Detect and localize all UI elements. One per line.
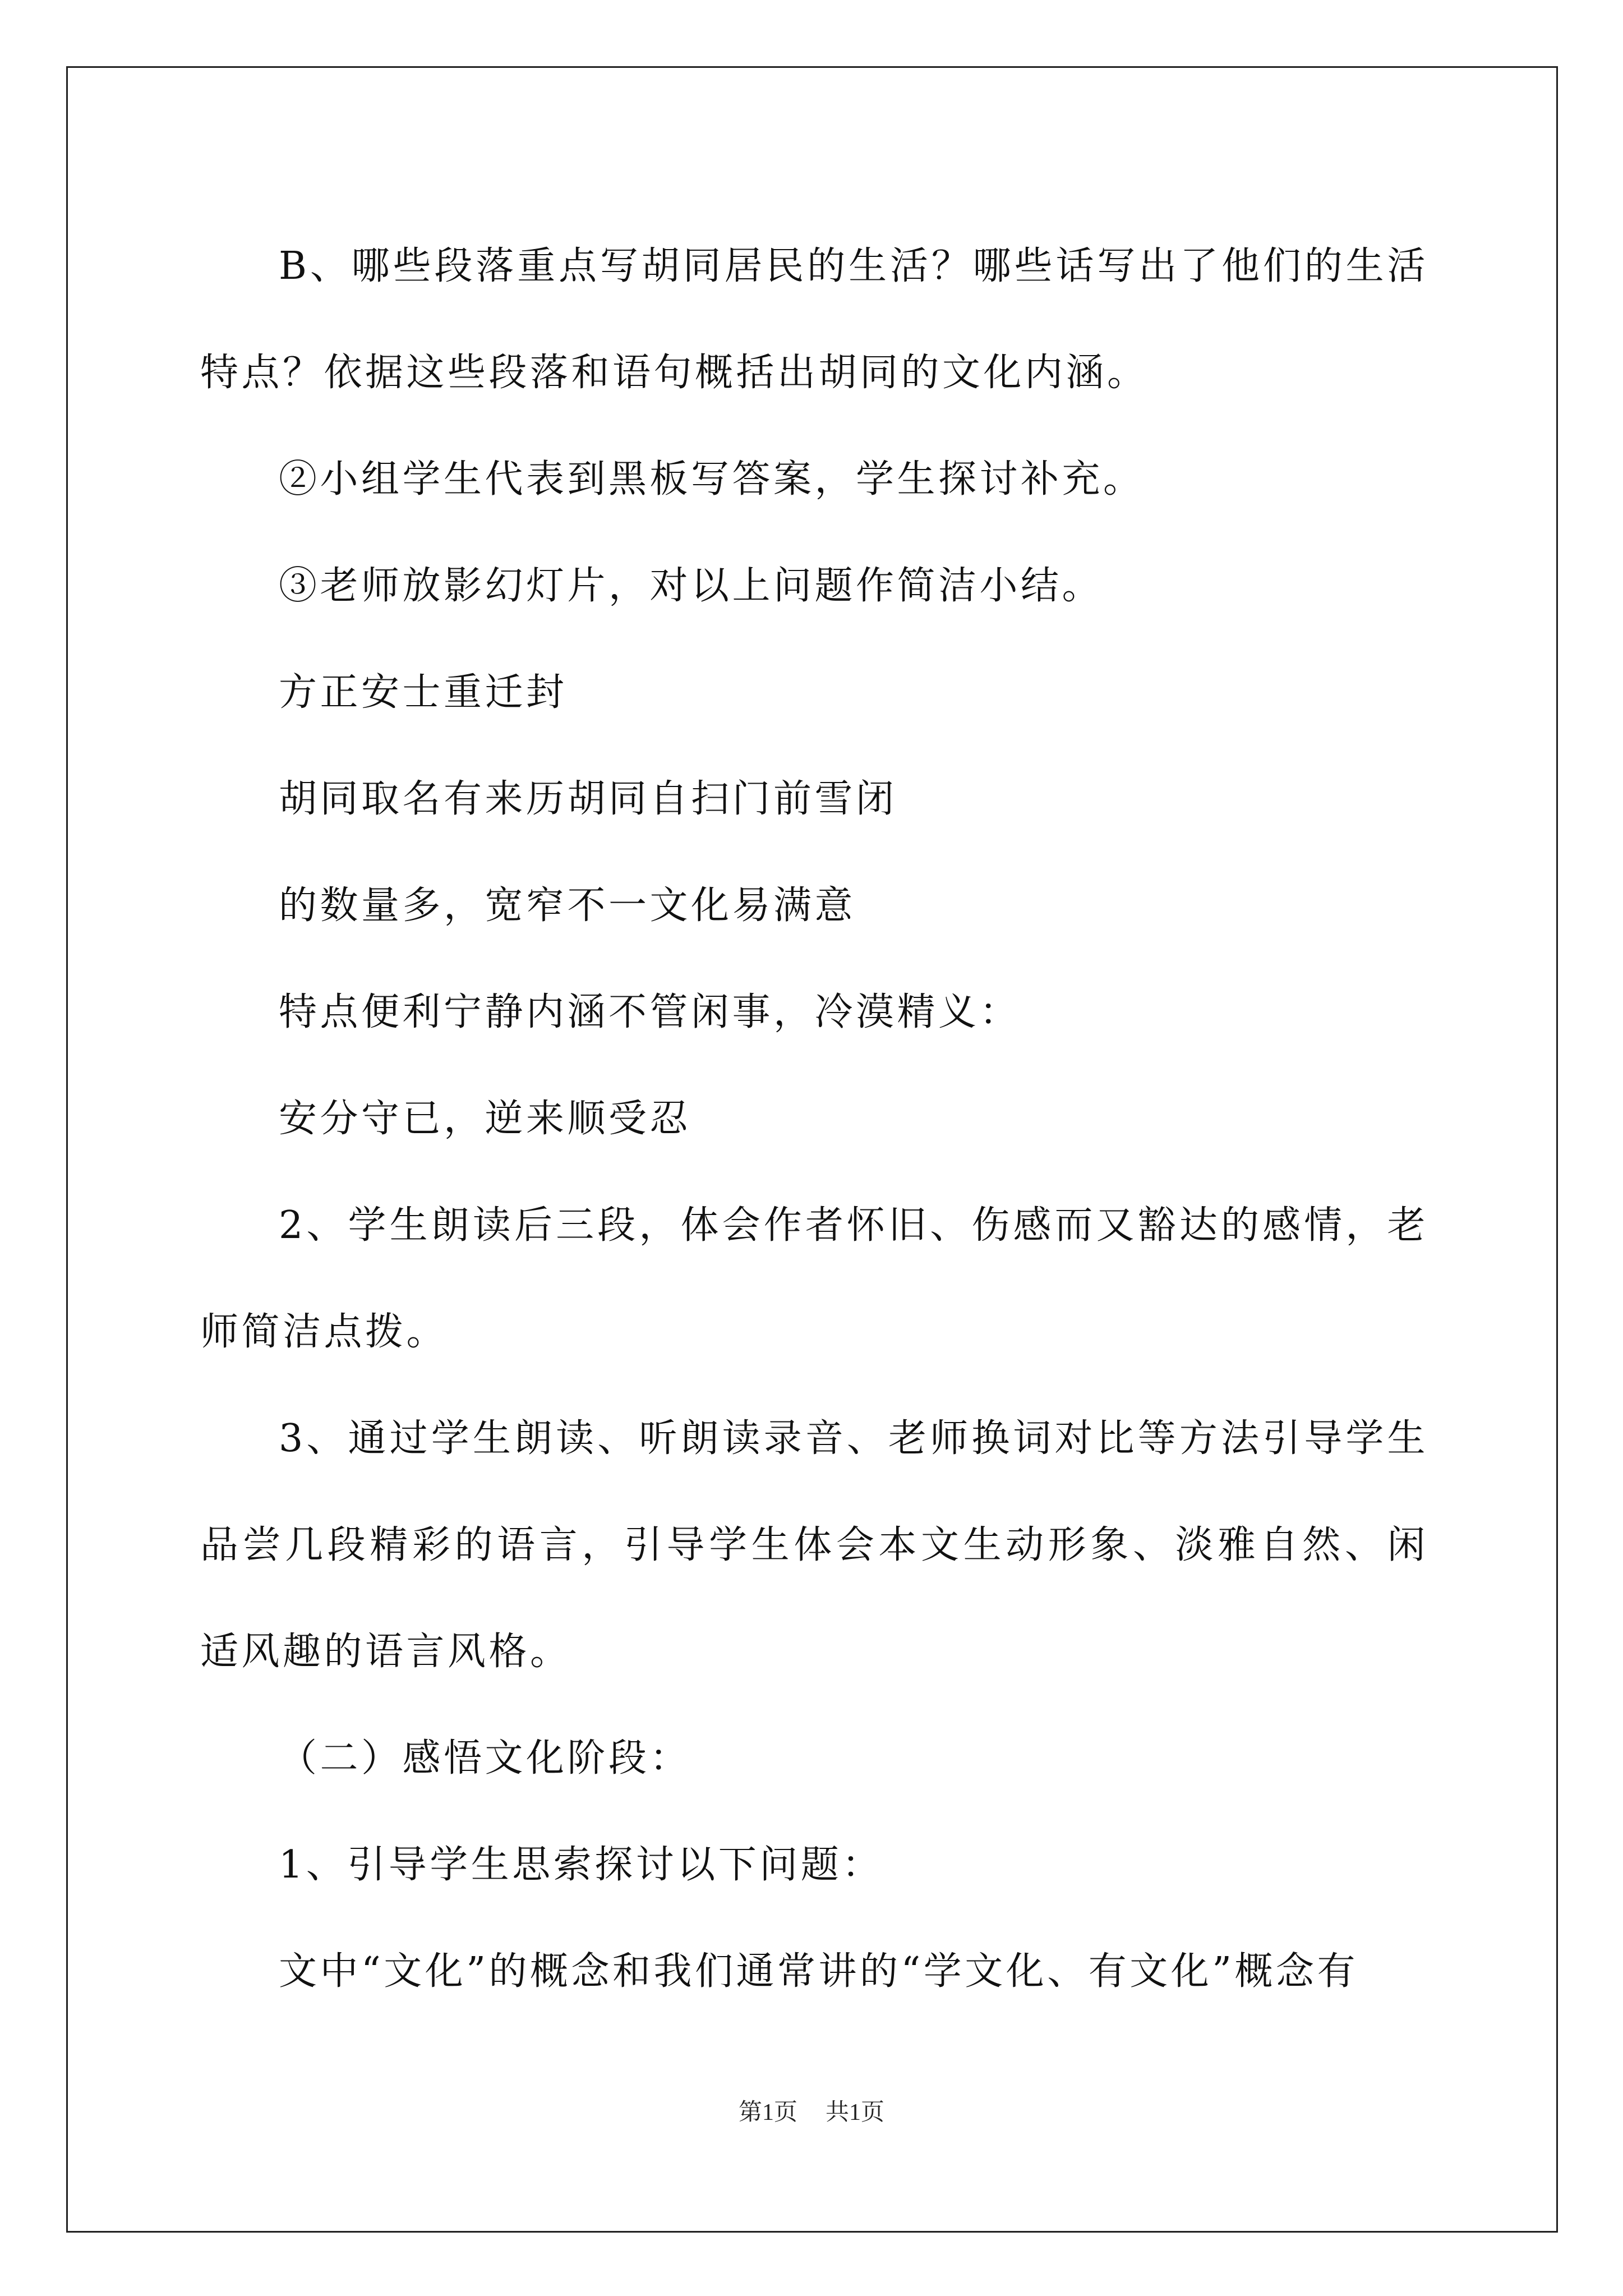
paragraph: 3、通过学生朗读、听朗读录音、老师换词对比等方法引导学生品尝几段精彩的语言，引导学生体会本文生动形象、淡雅自然、闲适风趣的语言风格。 (200, 1416, 1428, 1674)
paragraph: 安分守已，逆来顺受忍 (279, 1097, 691, 1141)
paragraph: 的数量多，宽窄不一文化易满意 (279, 884, 856, 928)
page-number: 第1页 (738, 2100, 797, 2125)
paragraph: 方正安士重迁封 (279, 670, 568, 715)
paragraph: B、哪些段落重点写胡同居民的生活？哪些话写出了他们的生活特点？依据这些段落和语句概括出胡同的文化内涵。 (200, 244, 1428, 395)
paragraph: ②小组学生代表到黑板写答案，学生探讨补充。 (279, 457, 1145, 501)
paragraph: 胡同取名有来历胡同自扫门前雪闭 (279, 777, 897, 821)
page-total: 共1页 (826, 2100, 885, 2125)
paragraph: （二）感悟文化阶段： (279, 1736, 691, 1780)
paragraph: 文中“文化”的概念和我们通常讲的“学文化、有文化”概念有 (279, 1949, 1359, 1994)
paragraph: ③老师放影幻灯片，对以上问题作简洁小结。 (279, 564, 1104, 608)
paragraph: 特点便利宁静内涵不管闲事，冷漠精义： (279, 990, 1021, 1034)
page-footer (0, 2093, 1623, 2127)
paragraph: 2、学生朗读后三段，体会作者怀旧、伤感而又豁达的感情，老师简洁点拨。 (200, 1203, 1428, 1354)
document-body (200, 213, 1428, 2025)
paragraph: 1、引导学生思索探讨以下问题： (279, 1843, 883, 1887)
